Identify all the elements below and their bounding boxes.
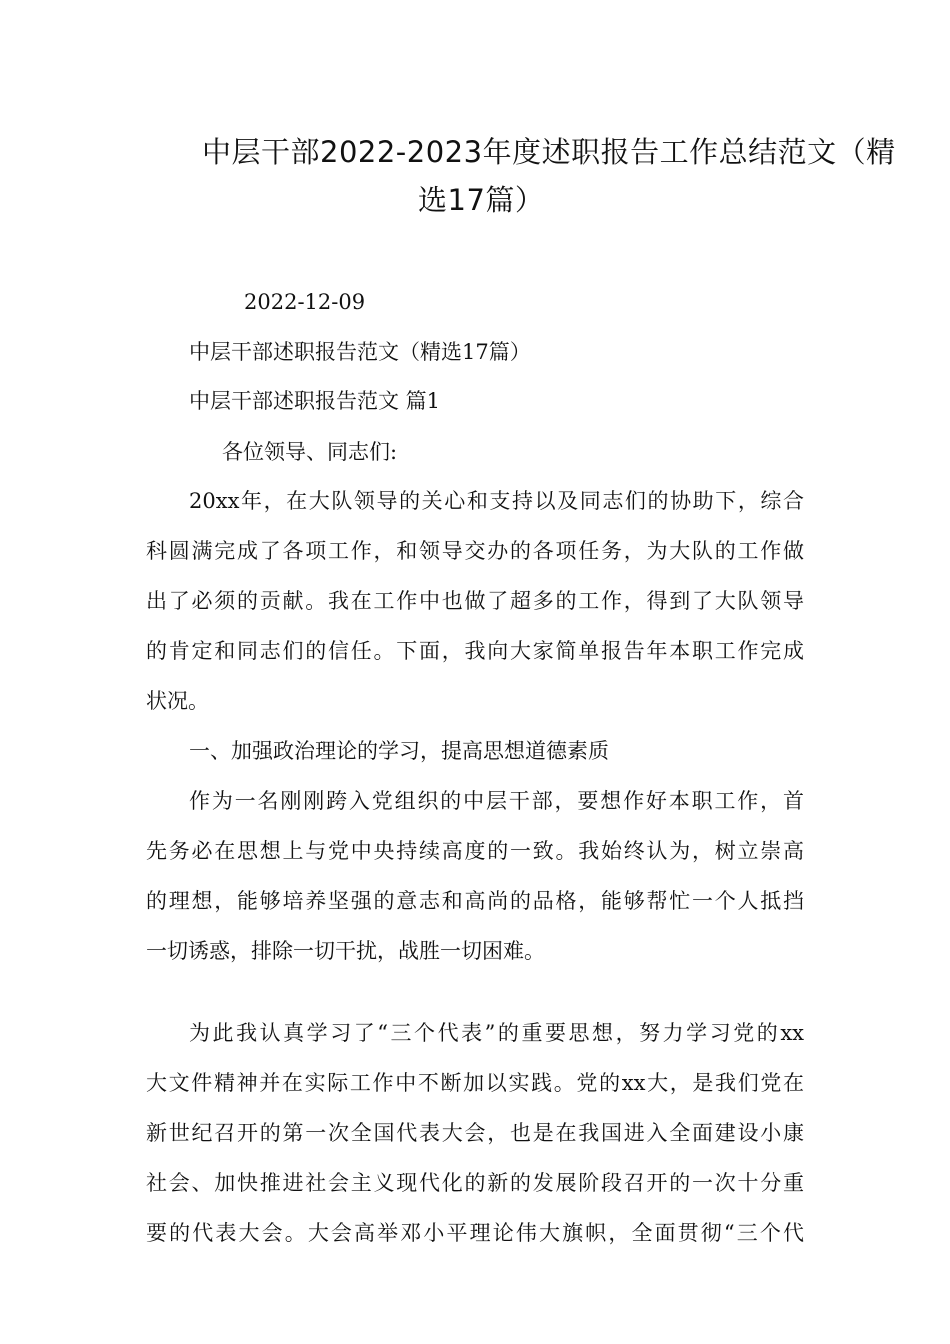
paragraph-line: 要的代表大会。大会高举邓小平理论伟大旗帜，全面贯彻“三个代: [146, 1221, 804, 1245]
document-date: 2022-12-09: [244, 290, 366, 314]
salutation: 各位领导、同志们:: [222, 440, 398, 464]
paragraph-line: 20xx年，在大队领导的关心和支持以及同志们的协助下，综合: [189, 489, 804, 513]
title-line-2: 选17篇）: [418, 183, 545, 217]
paragraph-line: 的理想，能够培养坚强的意志和高尚的品格，能够帮忙一个人抵挡: [146, 889, 804, 913]
paragraph-line: 先务必在思想上与党中央持续高度的一致。我始终认为，树立崇高: [146, 839, 804, 863]
paragraph-line: 科圆满完成了各项工作，和领导交办的各项任务，为大队的工作做: [146, 539, 804, 563]
document-subtitle: 中层干部述职报告范文（精选17篇）: [189, 340, 531, 364]
paragraph-line: 大文件精神并在实际工作中不断加以实践。党的xx大，是我们党在: [146, 1071, 804, 1095]
section-subheading: 一、加强政治理论的学习，提高思想道德素质: [189, 739, 609, 763]
paragraph-line: 新世纪召开的第一次全国代表大会，也是在我国进入全面建设小康: [146, 1121, 804, 1145]
paragraph-line: 一切诱惑，排除一切干扰，战胜一切困难。: [146, 939, 545, 963]
paragraph-line: 作为一名刚刚跨入党组织的中层干部，要想作好本职工作，首: [189, 789, 804, 813]
document-title: [150, 128, 896, 224]
paragraph-line: 状况。: [146, 689, 209, 713]
title-line-1: 中层干部2022-2023年度述职报告工作总结范文（精: [202, 135, 896, 169]
section-heading: 中层干部述职报告范文 篇1: [189, 389, 441, 413]
paragraph-line: 为此我认真学习了“三个代表”的重要思想，努力学习党的xx: [189, 1021, 804, 1045]
paragraph-line: 出了必须的贡献。我在工作中也做了超多的工作，得到了大队领导: [146, 589, 804, 613]
paragraph-line: 社会、加快推进社会主义现代化的新的发展阶段召开的一次十分重: [146, 1171, 804, 1195]
paragraph-line: 的肯定和同志们的信任。下面，我向大家简单报告年本职工作完成: [146, 639, 804, 663]
